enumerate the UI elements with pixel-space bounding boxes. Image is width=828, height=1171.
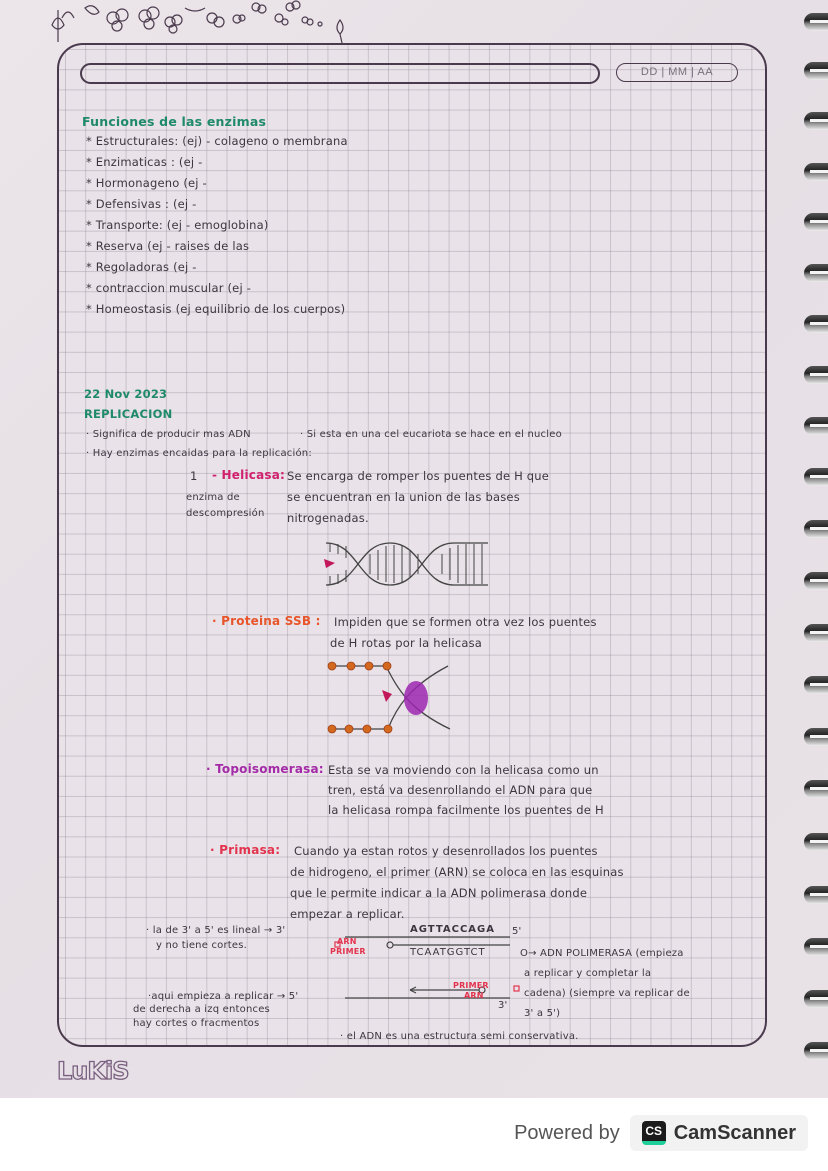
diagram-note: y no tiene cortes.	[156, 940, 248, 951]
list-item: * Defensivas : (ej -	[86, 197, 197, 211]
diagram-note: ·aqui empieza a replicar → 5'	[148, 991, 299, 1002]
camscanner-badge	[630, 1115, 808, 1151]
list-item: * Estructurales: (ej) - colageno o membrana	[86, 134, 348, 148]
ssb-label: · Proteina SSB :	[212, 614, 321, 628]
primasa-label: · Primasa:	[210, 843, 281, 857]
list-item: * contraccion muscular (ej -	[86, 281, 252, 295]
camscanner-watermark	[514, 1115, 808, 1151]
title-field	[80, 63, 600, 84]
list-item: * Hormonageno (ej -	[86, 176, 207, 190]
topoisomerasa-text: la helicasa rompa facilmente los puentes de H	[328, 803, 604, 817]
note-bullet: · Hay enzimas encaidas para la replicación:	[86, 448, 312, 459]
list-item: * Homeostasis (ej equilibrio de los cuerpos)	[86, 302, 346, 316]
strand-label: 5'	[512, 926, 522, 937]
topoisomerasa-text: Esta se va moviendo con la helicasa como un	[328, 763, 599, 777]
helicasa-text: Se encarga de romper los puentes de H que	[287, 469, 550, 483]
diagram-note: de derecha a izq entonces	[133, 1004, 270, 1015]
strand-label: 3'	[498, 1000, 508, 1011]
polimerasa-note: 3' a 5')	[524, 1008, 561, 1019]
primer-label: PRIMER	[330, 947, 366, 956]
section-title-enzymes: Funciones de las enzimas	[82, 114, 267, 129]
ssb-fork-drawing	[310, 650, 460, 745]
helicasa-text: nitrogenadas.	[287, 511, 369, 525]
flower-doodles	[0, 0, 828, 45]
ssb-text: de H rotas por la helicasa	[330, 636, 483, 650]
list-item: * Regoladoras (ej -	[86, 260, 197, 274]
strand-bottom-sequence: TCAATGGTCT	[410, 947, 486, 958]
topoisomerasa-text: tren, está va desenrollando el ADN para que	[328, 783, 593, 797]
conclusion-note: · el ADN es una estructura semi conservativa.	[340, 1031, 579, 1042]
primasa-text: que le permite indicar a la ADN polimerasa donde	[290, 886, 588, 900]
diagram-note: hay cortes o fracmentos	[133, 1018, 260, 1029]
polimerasa-note: cadena) (siempre va replicar de	[524, 988, 690, 999]
helicasa-label: - Helicasa:	[212, 468, 286, 482]
list-item: * Reserva (ej - raises de las	[86, 239, 250, 253]
primer-label: ARN	[337, 937, 357, 946]
primer-label: PRIMER	[453, 981, 489, 990]
helicasa-text: se encuentran en la union de las bases	[287, 490, 520, 504]
side-note: enzima de	[186, 492, 240, 503]
topoisomerasa-label: · Topoisomerasa:	[206, 762, 324, 776]
date-field: DD | MM | AA	[616, 63, 738, 82]
list-item: * Enzimaticas : (ej -	[86, 155, 203, 169]
brand-logo: LuKiS	[57, 1057, 129, 1085]
camscanner-icon: CS	[642, 1121, 666, 1145]
strand-top-sequence: AGTTACCAGA	[410, 924, 495, 935]
polimerasa-note: a replicar y completar la	[524, 968, 652, 979]
dna-helix-drawing	[318, 540, 498, 590]
list-item: * Transporte: (ej - emoglobina)	[86, 218, 269, 232]
ssb-text: Impiden que se formen otra vez los puentes	[334, 615, 597, 629]
primer-label: ARN	[464, 991, 484, 1000]
spiral-binding	[800, 0, 828, 1098]
note-bullet: · Si esta en una cel eucariota se hace en el nucleo	[300, 429, 562, 440]
side-note: descompresión	[186, 508, 265, 519]
polimerasa-note: O→ ADN POLIMERASA (empieza	[520, 948, 684, 959]
note-bullet: · Significa de producir mas ADN	[86, 429, 251, 440]
powered-by-text: Powered by	[514, 1121, 620, 1144]
primasa-text: Cuando ya estan rotos y desenrollados los puentes	[294, 844, 598, 858]
diagram-note: · la de 3' a 5' es lineal → 3'	[146, 925, 286, 936]
section-title-replication: REPLICACION	[84, 407, 173, 421]
entry-date: 22 Nov 2023	[84, 387, 168, 401]
step-number: 1	[190, 469, 198, 483]
camscanner-name: CamScanner	[673, 1121, 796, 1144]
primasa-text: empezar a replicar.	[290, 907, 405, 921]
primasa-text: de hidrogeno, el primer (ARN) se coloca en las esquinas	[290, 865, 624, 879]
